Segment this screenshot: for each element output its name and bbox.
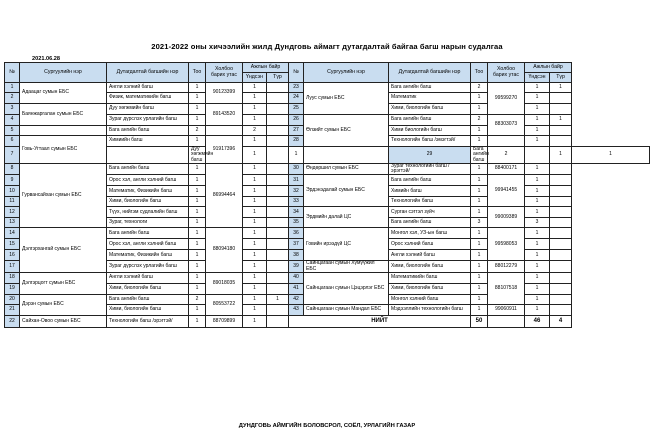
phone-number: 88012279 bbox=[488, 261, 525, 273]
teacher-count: 2 bbox=[471, 115, 488, 126]
school-name: Сайнцагаан сумын Мандал ЕБС bbox=[304, 304, 389, 315]
row-number: 1 bbox=[5, 83, 20, 93]
housing-main: 1 bbox=[525, 115, 550, 126]
teacher-name: Бага ангийн багш bbox=[107, 228, 189, 239]
col-housing-main: Үндсэн bbox=[243, 73, 267, 83]
housing-main: 1 bbox=[525, 261, 550, 273]
housing-main: 1 bbox=[525, 207, 550, 218]
phone-number: 88094180 bbox=[206, 228, 243, 273]
total-main: 46 bbox=[525, 315, 550, 327]
housing-temp bbox=[550, 228, 572, 239]
school-name: Говийн ирээдүй ЦС bbox=[304, 228, 389, 261]
housing-main: 1 bbox=[243, 136, 267, 147]
phone-number: 91917396 bbox=[206, 136, 243, 164]
row-number: 33 bbox=[289, 197, 304, 207]
teacher-name: Бага ангийн багш bbox=[389, 83, 471, 93]
housing-main: 1 bbox=[525, 126, 550, 136]
school-name bbox=[20, 126, 107, 136]
school-name: Эрдмийн далай ЦС bbox=[304, 207, 389, 228]
housing-temp: 1 bbox=[550, 115, 572, 126]
row-number: 36 bbox=[289, 228, 304, 239]
housing-temp bbox=[267, 136, 289, 147]
row-number: 11 bbox=[5, 197, 20, 207]
phone-number: 90123399 bbox=[206, 83, 243, 104]
teacher-count: 1 bbox=[189, 136, 206, 147]
phone-number: 86994464 bbox=[206, 163, 243, 228]
total-label: НИЙТ bbox=[289, 315, 471, 327]
housing-temp bbox=[267, 207, 289, 218]
teacher-count: 1 bbox=[471, 163, 488, 175]
housing-main: 1 bbox=[525, 197, 550, 207]
housing-main: 1 bbox=[243, 186, 267, 197]
housing-temp bbox=[267, 228, 289, 239]
teacher-name: Бага ангийн багш bbox=[107, 163, 189, 175]
teacher-count: 1 bbox=[471, 261, 488, 273]
teacher-count: 1 bbox=[471, 304, 488, 315]
table-row bbox=[5, 83, 650, 93]
housing-temp bbox=[550, 283, 572, 294]
housing-main: 1 bbox=[243, 272, 267, 283]
housing-temp bbox=[267, 272, 289, 283]
row-number: 35 bbox=[289, 218, 304, 228]
housing-temp bbox=[550, 239, 572, 250]
row-number: 28 bbox=[289, 136, 304, 147]
teacher-count: 1 bbox=[189, 315, 206, 327]
row-number: 37 bbox=[289, 239, 304, 250]
teacher-name: Химийн багш bbox=[389, 186, 471, 197]
housing-temp bbox=[304, 147, 389, 164]
housing-main: 1 bbox=[525, 239, 550, 250]
teacher-count: 2 bbox=[488, 147, 525, 164]
teacher-count: 1 bbox=[189, 197, 206, 207]
housing-main: 1 bbox=[525, 283, 550, 294]
teacher-count: 1 bbox=[471, 228, 488, 239]
teacher-name: Мэдээллийн технологийн багш bbox=[389, 304, 471, 315]
col-housing: Ажлын байр bbox=[525, 63, 572, 73]
row-number: 43 bbox=[289, 304, 304, 315]
housing-temp bbox=[550, 163, 572, 175]
row-number: 13 bbox=[5, 218, 20, 228]
document-footer: ДУНДГОВЬ АЙМГИЙН БОЛОВСРОЛ, СОЁЛ, УРЛАГИЙН ГАЗАР bbox=[238, 423, 416, 429]
phone-number: 80553722 bbox=[206, 294, 243, 315]
housing-main: 1 bbox=[243, 93, 267, 104]
row-number: 7 bbox=[5, 147, 20, 164]
teacher-name: Бага ангийн багш bbox=[107, 126, 189, 136]
teacher-count: 1 bbox=[471, 186, 488, 197]
housing-temp bbox=[550, 186, 572, 197]
housing-main: 3 bbox=[525, 218, 550, 228]
housing-main: 1 bbox=[243, 207, 267, 218]
row-number: 12 bbox=[5, 207, 20, 218]
housing-main: 1 bbox=[243, 163, 267, 175]
document-title: 2021-2022 оны хичээлийн жилд Дундговь аймагт дутагдалтай байгаа багш нарын судалгаа bbox=[151, 42, 503, 51]
teacher-count: 1 bbox=[471, 283, 488, 294]
teacher-name: Математик, Физикийн багш bbox=[107, 250, 189, 261]
table-row bbox=[5, 272, 650, 283]
housing-temp bbox=[550, 175, 572, 186]
row-number: 22 bbox=[5, 315, 20, 327]
school-name: Дэлгэрхангай сумын ЕБС bbox=[20, 228, 107, 273]
row-number: 41 bbox=[289, 283, 304, 294]
school-name: Сайнцагаан сумын Цэцэрлэг ЕБС bbox=[304, 272, 389, 304]
teacher-count: 1 bbox=[189, 186, 206, 197]
teacher-count: 1 bbox=[471, 126, 488, 136]
housing-temp bbox=[267, 218, 289, 228]
teacher-count: 1 bbox=[471, 239, 488, 250]
col-no: № bbox=[289, 63, 304, 83]
school-name: Дэрэн сумын ЕБС bbox=[20, 294, 107, 315]
teacher-name: Хими, биологийн багш bbox=[389, 261, 471, 273]
teacher-name: Сурган сэтгэл зүйч bbox=[389, 207, 471, 218]
total-phone-empty bbox=[488, 315, 525, 327]
teacher-count: 1 bbox=[189, 261, 206, 273]
housing-temp bbox=[550, 126, 572, 136]
header-row bbox=[5, 63, 650, 73]
row-number: 19 bbox=[5, 283, 20, 294]
teacher-name: Хими, биологийн багш bbox=[107, 197, 189, 207]
phone-number bbox=[206, 126, 243, 136]
row-number: 6 bbox=[5, 136, 20, 147]
housing-temp bbox=[267, 83, 289, 93]
housing-main: 1 bbox=[525, 304, 550, 315]
row-number: 24 bbox=[289, 93, 304, 104]
housing-temp bbox=[550, 218, 572, 228]
col-housing-temp: Түр bbox=[267, 73, 289, 83]
phone-number: 99060911 bbox=[488, 304, 525, 315]
row-number: 20 bbox=[5, 294, 20, 304]
row-number: 34 bbox=[289, 207, 304, 218]
housing-main: 1 bbox=[243, 197, 267, 207]
teacher-count: 1 bbox=[189, 272, 206, 283]
teacher-name: Бага ангийн багш bbox=[107, 294, 189, 304]
housing-temp bbox=[267, 163, 289, 175]
teacher-count: 1 bbox=[189, 115, 206, 126]
housing-main: 1 bbox=[243, 104, 267, 115]
phone-number: 88303073 bbox=[488, 115, 525, 136]
col-phone: Холбоо барих утас bbox=[488, 63, 525, 83]
row-number: 30 bbox=[289, 163, 304, 175]
housing-main: 1 bbox=[525, 175, 550, 186]
teacher-name: Орос хэл, англи хэлний багш bbox=[107, 239, 189, 250]
housing-main: 1 bbox=[243, 175, 267, 186]
phone-number: 99009389 bbox=[488, 207, 525, 228]
teacher-name: Англи хэлний багш bbox=[107, 83, 189, 93]
teacher-name: Хими, биологийн багш bbox=[107, 283, 189, 294]
teacher-count: 1 bbox=[471, 197, 488, 207]
teacher-name: Зураг дүрслэх урлагийн багш bbox=[107, 115, 189, 126]
teacher-name: Бага ангийн багш bbox=[389, 115, 471, 126]
phone-number: 88400171 bbox=[488, 163, 525, 175]
housing-temp bbox=[550, 93, 572, 104]
row-number: 9 bbox=[5, 175, 20, 186]
housing-main: 1 bbox=[243, 283, 267, 294]
school-name: Сайнцагаан сумын Хүмүүжил ЕБС bbox=[304, 261, 389, 273]
housing-temp: 1 bbox=[550, 83, 572, 93]
row-number: 2 bbox=[5, 93, 20, 104]
row-number: 31 bbox=[289, 175, 304, 186]
teacher-name: Бага ангийн багш bbox=[471, 147, 488, 164]
teacher-name: Хими, биологийн багш bbox=[389, 283, 471, 294]
teacher-count: 1 bbox=[189, 218, 206, 228]
housing-main: 1 bbox=[243, 315, 267, 327]
col-teacher: Дутагдалтай багшийн нэр bbox=[107, 63, 189, 83]
teacher-count: 1 bbox=[189, 283, 206, 294]
teacher-count: 2 bbox=[189, 126, 206, 136]
housing-temp: 1 bbox=[572, 147, 650, 164]
teacher-count: 1 bbox=[189, 304, 206, 315]
col-school: Сургуулийн нэр bbox=[20, 63, 107, 83]
teacher-name: Химиийн багш bbox=[107, 136, 189, 147]
row-number: 29 bbox=[389, 147, 471, 164]
teacher-count: 2 bbox=[189, 294, 206, 304]
housing-main: 1 bbox=[243, 218, 267, 228]
housing-main: 1 bbox=[525, 104, 550, 115]
row-number: 39 bbox=[289, 261, 304, 273]
row-number: 40 bbox=[289, 272, 304, 283]
teacher-name: Математикийн багш bbox=[389, 272, 471, 283]
row-number: 4 bbox=[5, 115, 20, 126]
col-school: Сургуулийн нэр bbox=[304, 63, 389, 83]
teacher-name: Технологийн багш /эрэгтэй/ bbox=[107, 315, 189, 327]
housing-main: 1 bbox=[289, 147, 304, 164]
housing-main: 1 bbox=[525, 272, 550, 283]
teacher-name: Зураг дүрслэх урлагийн багш bbox=[107, 261, 189, 273]
teacher-count: 1 bbox=[189, 175, 206, 186]
housing-temp bbox=[267, 261, 289, 273]
housing-temp bbox=[550, 136, 572, 147]
col-no: № bbox=[5, 63, 20, 83]
teacher-name: Монгол хэл, УЗ-ын багш bbox=[389, 228, 471, 239]
housing-temp bbox=[267, 315, 289, 327]
row-number: 26 bbox=[289, 115, 304, 126]
housing-main: 1 bbox=[243, 261, 267, 273]
teacher-name: Бага ангийн багш bbox=[389, 218, 471, 228]
school-name bbox=[107, 147, 189, 164]
col-count: Тоо bbox=[471, 63, 488, 83]
school-name: Дэлгэрцогт сумын ЕБС bbox=[20, 272, 107, 294]
housing-main: 1 bbox=[525, 228, 550, 239]
document-date: 2021.06.28 bbox=[32, 56, 60, 62]
housing-temp bbox=[267, 250, 289, 261]
housing-main: 1 bbox=[525, 294, 550, 304]
housing-temp bbox=[267, 175, 289, 186]
housing-main: 1 bbox=[243, 83, 267, 93]
table-row bbox=[5, 163, 650, 175]
teacher-count: 1 bbox=[243, 147, 267, 164]
teacher-name: Зураг, технологи bbox=[107, 218, 189, 228]
teacher-name: Дуу хөгжмийн багш bbox=[107, 104, 189, 115]
teacher-count: 1 bbox=[471, 136, 488, 147]
row-number: 14 bbox=[5, 228, 20, 239]
teacher-count: 1 bbox=[471, 272, 488, 283]
col-housing: Ажлын байр bbox=[243, 63, 289, 73]
teacher-name: Хими биологийн багш bbox=[389, 126, 471, 136]
col-housing-main: Үндсэн bbox=[525, 73, 550, 83]
phone-number: 99599270 bbox=[488, 83, 525, 115]
row-number: 21 bbox=[5, 304, 20, 315]
col-housing-temp: Түр bbox=[550, 73, 572, 83]
housing-temp bbox=[267, 115, 289, 126]
teacher-count: 1 bbox=[189, 239, 206, 250]
teacher-name: Орос хэл, англи хэлний багш bbox=[107, 175, 189, 186]
teacher-count: 1 bbox=[189, 207, 206, 218]
teacher-count: 1 bbox=[471, 104, 488, 115]
housing-main: 1 bbox=[243, 304, 267, 315]
teacher-name: Орос хэлний багш bbox=[389, 239, 471, 250]
school-name: Өндөршил сумын ЕБС bbox=[304, 163, 389, 175]
school-name: Өлзийт сумын ЕБС bbox=[304, 115, 389, 147]
housing-main: 1 bbox=[525, 250, 550, 261]
school-name: Говь-Угтаал сумын ЕБС bbox=[20, 136, 107, 164]
housing-temp bbox=[267, 186, 289, 197]
housing-main: 1 bbox=[243, 294, 267, 304]
phone-number bbox=[267, 147, 289, 164]
housing-main: 1 bbox=[525, 186, 550, 197]
row-number: 16 bbox=[5, 250, 20, 261]
school-name: Гурвансайхан сумын ЕБС bbox=[20, 163, 107, 228]
housing-main: 1 bbox=[525, 163, 550, 175]
teacher-name: Дуу хөгжмийн багш bbox=[189, 147, 206, 164]
row-number: 42 bbox=[289, 294, 304, 304]
teacher-name: Математик bbox=[389, 93, 471, 104]
phone-number: 88709899 bbox=[206, 315, 243, 327]
housing-temp bbox=[267, 104, 289, 115]
phone-number: 89143520 bbox=[206, 104, 243, 126]
housing-temp bbox=[550, 261, 572, 273]
housing-temp bbox=[550, 294, 572, 304]
housing-temp bbox=[267, 239, 289, 250]
housing-temp bbox=[267, 304, 289, 315]
row-number: 10 bbox=[5, 186, 20, 197]
teacher-count: 1 bbox=[189, 250, 206, 261]
teacher-name: Физик, математикийн багш bbox=[107, 93, 189, 104]
total-count: 50 bbox=[471, 315, 488, 327]
teacher-name: Хими, биологийн багш bbox=[107, 304, 189, 315]
housing-temp bbox=[267, 197, 289, 207]
row-number: 17 bbox=[5, 261, 20, 273]
teacher-count: 3 bbox=[471, 218, 488, 228]
row-number: 18 bbox=[5, 272, 20, 283]
row-number: 38 bbox=[289, 250, 304, 261]
housing-temp bbox=[550, 197, 572, 207]
teacher-count: 1 bbox=[189, 228, 206, 239]
housing-temp bbox=[550, 207, 572, 218]
teacher-name: Түүх, нийгэм судлалийн багш bbox=[107, 207, 189, 218]
phone-number bbox=[525, 147, 550, 164]
col-teacher: Дутагдалтай багшийн нэр bbox=[389, 63, 471, 83]
row-number: 8 bbox=[5, 163, 20, 175]
total-temp: 4 bbox=[550, 315, 572, 327]
housing-temp bbox=[550, 272, 572, 283]
teacher-name: Технологийн багш /эмэгтэй/ bbox=[389, 136, 471, 147]
school-name: Эрдэнэдалай сумын ЕБС bbox=[304, 175, 389, 207]
teacher-count: 2 bbox=[471, 83, 488, 93]
school-name: Баянжаргалан сумын ЕБС bbox=[20, 104, 107, 126]
col-phone: Холбоо барих утас bbox=[206, 63, 243, 83]
housing-temp bbox=[267, 126, 289, 136]
housing-main: 1 bbox=[243, 239, 267, 250]
phone-number: 99941455 bbox=[488, 175, 525, 207]
teacher-count: 1 bbox=[471, 93, 488, 104]
housing-main: 1 bbox=[525, 136, 550, 147]
teacher-name: Англи хэлний багш bbox=[107, 272, 189, 283]
phone-number bbox=[488, 136, 525, 147]
teacher-count: 1 bbox=[471, 207, 488, 218]
housing-temp bbox=[267, 283, 289, 294]
phone-number: 99598053 bbox=[488, 228, 525, 261]
col-count: Тоо bbox=[189, 63, 206, 83]
housing-main: 1 bbox=[525, 93, 550, 104]
teacher-name: Бага ангийн багш bbox=[389, 175, 471, 186]
row-number: 27 bbox=[289, 126, 304, 136]
row-number: 5 bbox=[5, 126, 20, 136]
teacher-name: Технологийн багш bbox=[389, 197, 471, 207]
teacher-name: Математик, Физикийн багш bbox=[107, 186, 189, 197]
table-row bbox=[5, 315, 650, 327]
teacher-name: Англи хэлний багш bbox=[389, 250, 471, 261]
school-name: Адаацаг сумын ЕБС bbox=[20, 83, 107, 104]
teacher-count: 1 bbox=[189, 163, 206, 175]
housing-main: 1 bbox=[243, 228, 267, 239]
phone-number: 88107518 bbox=[488, 272, 525, 304]
teacher-name: Хими, биологийн багш bbox=[389, 104, 471, 115]
teacher-count: 1 bbox=[471, 175, 488, 186]
row-number: 3 bbox=[5, 104, 20, 115]
phone-number: 89018035 bbox=[206, 272, 243, 294]
housing-main: 1 bbox=[550, 147, 572, 164]
teacher-count: 1 bbox=[189, 93, 206, 104]
row-number: 23 bbox=[289, 83, 304, 93]
housing-main: 1 bbox=[243, 115, 267, 126]
teacher-name: Монгол хэлний багш bbox=[389, 294, 471, 304]
housing-temp bbox=[550, 104, 572, 115]
school-name: Сайхан-Овоо сумын ЕБС bbox=[20, 315, 107, 327]
teacher-name: Зураг технологийн багш /эрэгтэй/ bbox=[389, 163, 471, 175]
table-row bbox=[5, 228, 650, 239]
teacher-count: 1 bbox=[471, 250, 488, 261]
teacher-count: 1 bbox=[189, 104, 206, 115]
row-number: 15 bbox=[5, 239, 20, 250]
teacher-count: 1 bbox=[189, 83, 206, 93]
housing-main: 1 bbox=[525, 83, 550, 93]
school-name: Луус сумын ЕБС bbox=[304, 83, 389, 115]
housing-main: 2 bbox=[243, 126, 267, 136]
teacher-count: 1 bbox=[471, 294, 488, 304]
housing-temp bbox=[550, 250, 572, 261]
housing-temp bbox=[267, 93, 289, 104]
row-number: 32 bbox=[289, 186, 304, 197]
row-number: 25 bbox=[289, 104, 304, 115]
housing-temp bbox=[550, 304, 572, 315]
housing-temp: 1 bbox=[267, 294, 289, 304]
housing-main: 1 bbox=[243, 250, 267, 261]
survey-table bbox=[4, 62, 650, 328]
